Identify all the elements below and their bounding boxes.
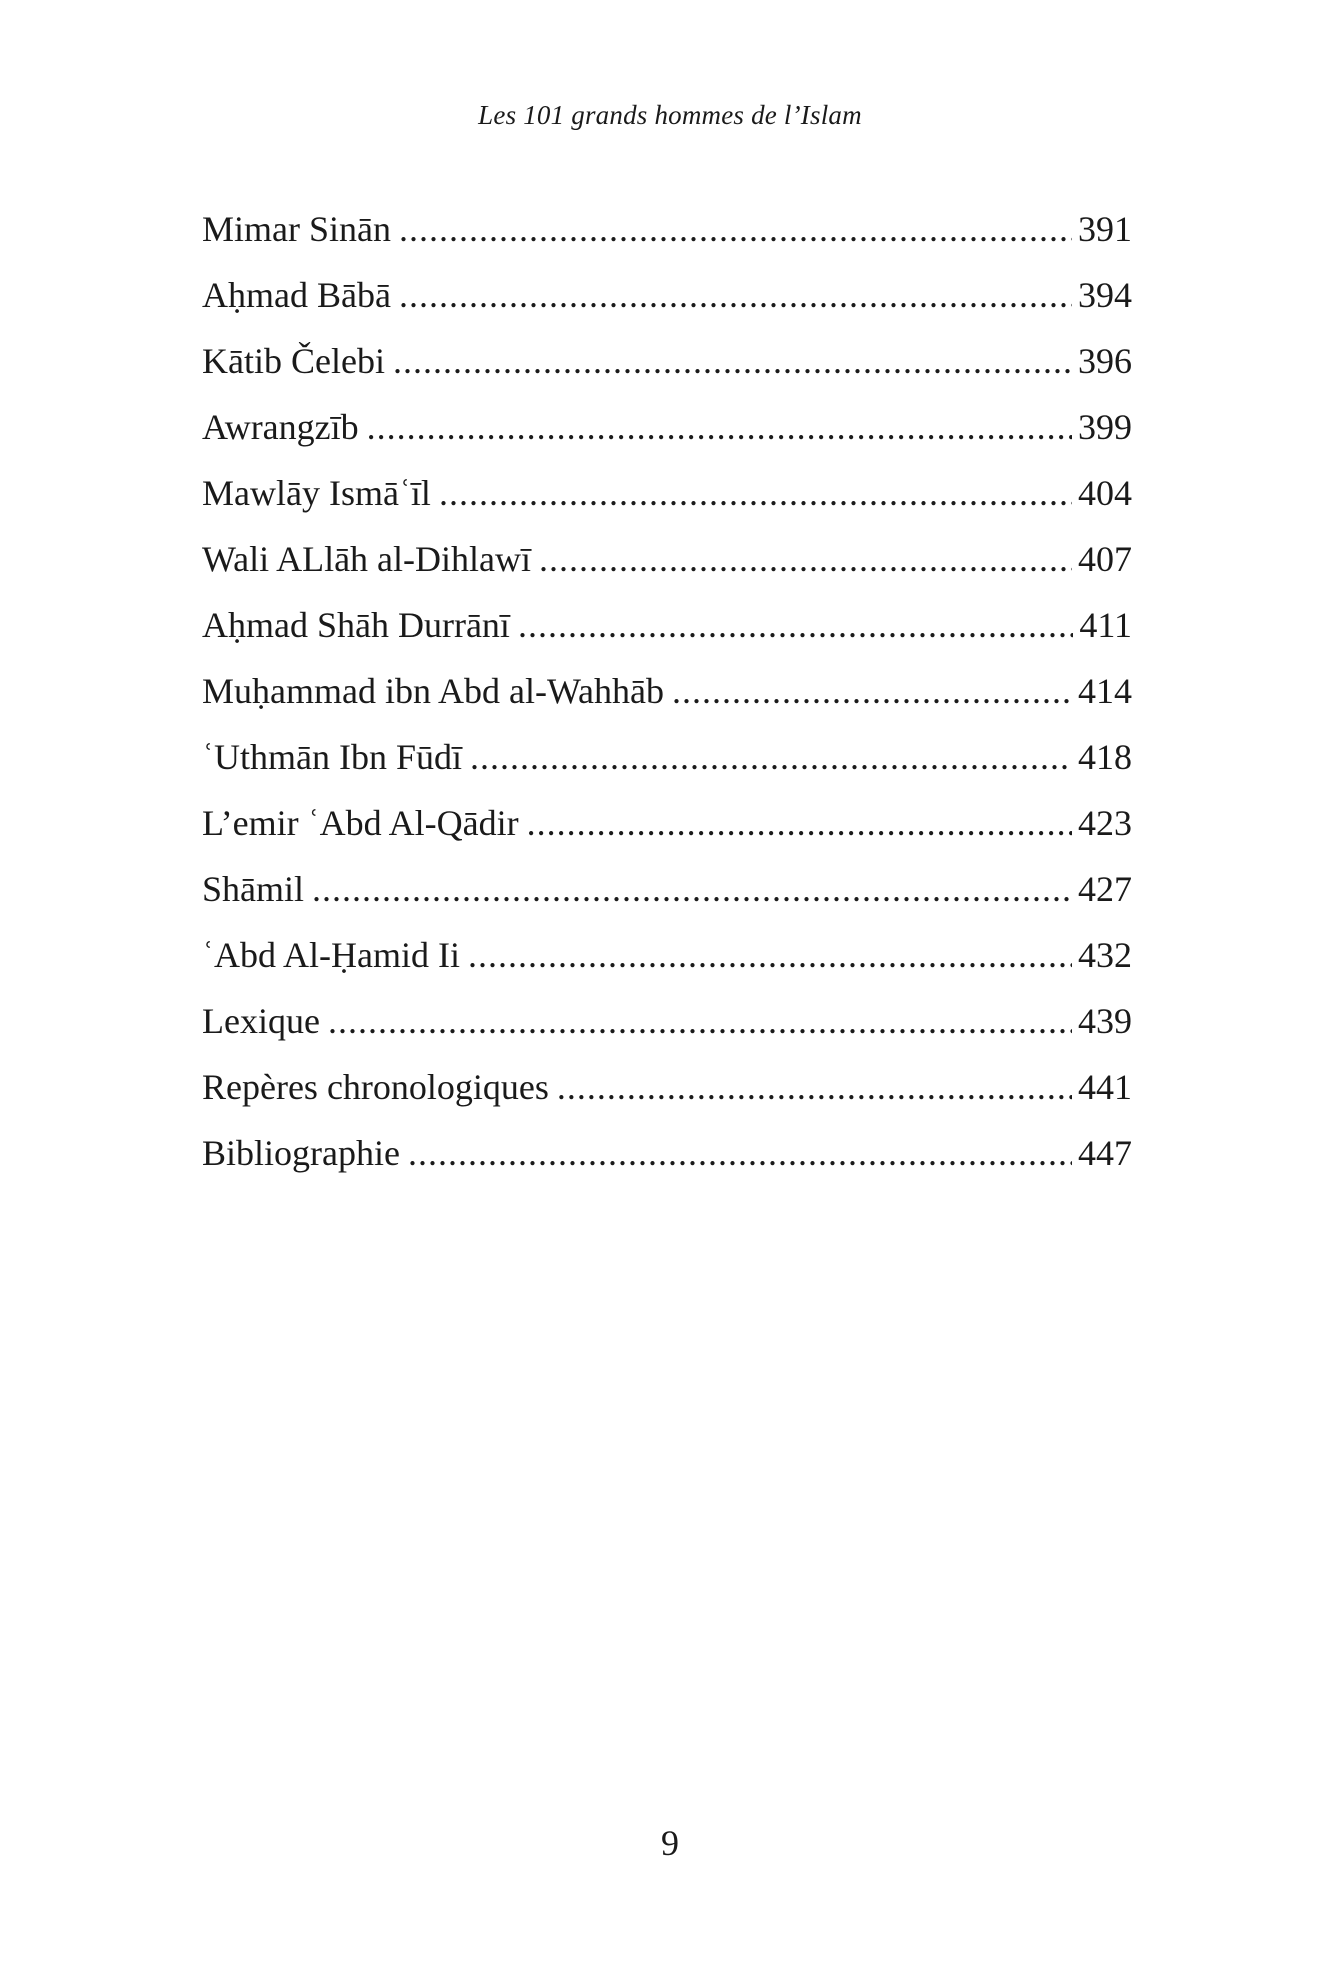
toc-entry-title: ʿUthmān Ibn Fūdī	[202, 737, 462, 777]
toc-entry	[202, 526, 1132, 592]
toc-entry-page: 447	[1078, 1133, 1132, 1173]
toc-entry-title: ʿAbd Al-Ḥamid Ii	[202, 935, 460, 975]
toc-entry-title: Muḥammad ibn Abd al-Wahhāb	[202, 671, 665, 711]
toc-entry-title: Lexique	[202, 1001, 320, 1041]
dot-leader	[470, 724, 1072, 790]
page-number: 9	[661, 1823, 679, 1863]
toc-entry	[202, 856, 1132, 922]
toc-entry-title: Aḥmad Bābā	[202, 275, 391, 315]
toc-entry-title: L’emir ʿAbd Al-Qādir	[202, 803, 519, 843]
toc-entry	[202, 724, 1132, 790]
toc-entry	[202, 1120, 1132, 1186]
toc-entry-page: 441	[1078, 1067, 1132, 1107]
toc-entry	[202, 790, 1132, 856]
dot-leader	[468, 922, 1072, 988]
dot-leader	[408, 1120, 1072, 1186]
toc-entry-page: 423	[1078, 803, 1132, 843]
toc-entry-page: 411	[1079, 605, 1132, 645]
toc-entry-page: 439	[1078, 1001, 1132, 1041]
toc-entry	[202, 328, 1132, 394]
toc-entry-page: 399	[1078, 407, 1132, 447]
toc-entry-title: Kātib Čelebi	[202, 341, 385, 381]
dot-leader	[672, 658, 1072, 724]
toc-entry-title: Aḥmad Shāh Durrānī	[202, 605, 510, 645]
toc-entry	[202, 658, 1132, 724]
toc-entry	[202, 1054, 1132, 1120]
dot-leader	[539, 526, 1072, 592]
running-header-title: Les 101 grands hommes de l’Islam	[478, 100, 862, 130]
toc-entry	[202, 592, 1132, 658]
toc-entry-page: 418	[1078, 737, 1132, 777]
toc-entry-page: 394	[1078, 275, 1132, 315]
toc-entry	[202, 922, 1132, 988]
dot-leader	[527, 790, 1072, 856]
dot-leader	[393, 328, 1072, 394]
dot-leader	[312, 856, 1072, 922]
toc-entry-page: 391	[1078, 209, 1132, 249]
toc-entry	[202, 262, 1132, 328]
toc-entry-page: 432	[1078, 935, 1132, 975]
toc-entry-title: Awrangzīb	[202, 407, 359, 447]
toc-entry	[202, 394, 1132, 460]
dot-leader	[439, 460, 1072, 526]
toc-entry	[202, 988, 1132, 1054]
dot-leader	[557, 1054, 1072, 1120]
toc-entry-page: 404	[1078, 473, 1132, 513]
toc-entry-title: Shāmil	[202, 869, 305, 909]
toc-entry-title: Wali ALlāh al-Dihlawī	[202, 539, 532, 579]
toc-entry-title: Mimar Sinān	[202, 209, 391, 249]
toc-entry	[202, 196, 1132, 262]
toc-entry-title: Mawlāy Ismāʿīl	[202, 473, 431, 513]
table-of-contents	[202, 196, 1132, 1186]
toc-entry-page: 396	[1078, 341, 1132, 381]
dot-leader	[399, 262, 1072, 328]
dot-leader	[367, 394, 1072, 460]
dot-leader	[399, 196, 1072, 262]
toc-entry-title: Repères chronologiques	[202, 1067, 549, 1107]
toc-entry-page: 407	[1078, 539, 1132, 579]
dot-leader	[328, 988, 1072, 1054]
dot-leader	[518, 592, 1073, 658]
toc-entry-title: Bibliographie	[202, 1133, 400, 1173]
toc-entry	[202, 460, 1132, 526]
toc-entry-page: 427	[1078, 869, 1132, 909]
toc-entry-page: 414	[1078, 671, 1132, 711]
